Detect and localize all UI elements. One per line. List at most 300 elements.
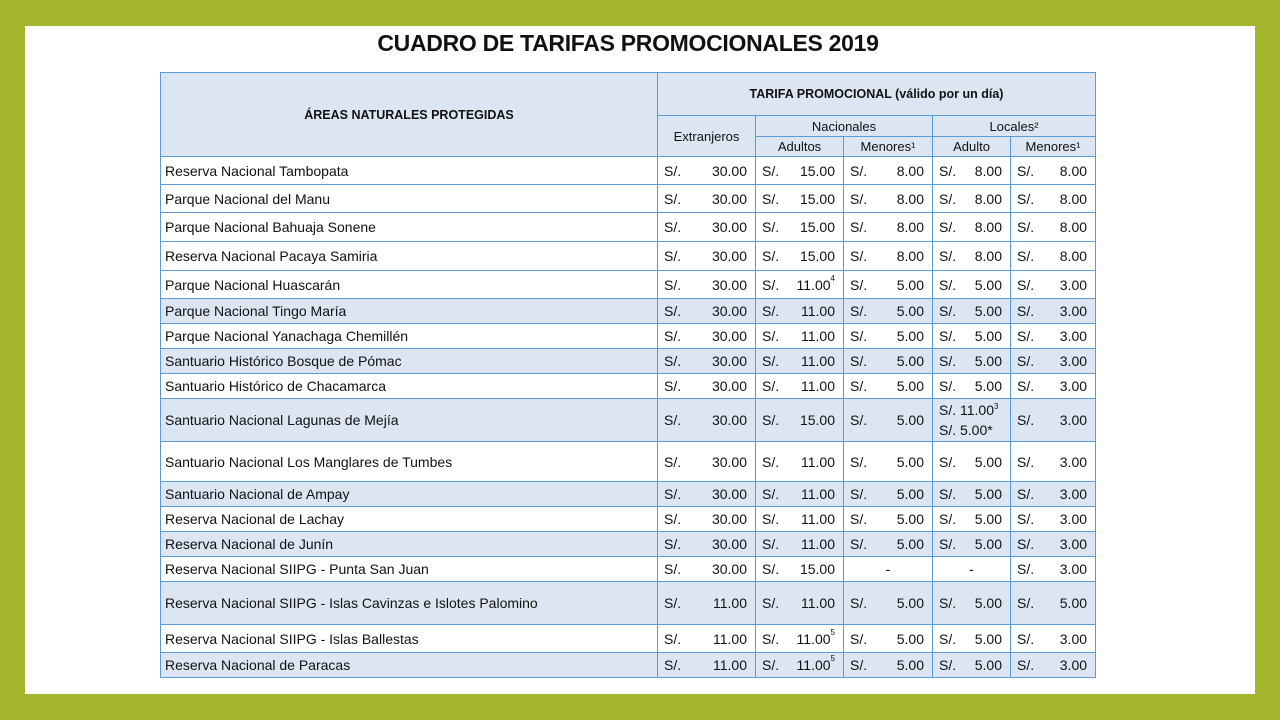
currency-symbol: S/. <box>664 276 682 293</box>
currency-symbol: S/. <box>850 595 868 611</box>
cell-nacionales-adultos <box>756 582 844 625</box>
currency-symbol: S/. <box>850 328 868 344</box>
cell-extranjeros <box>658 442 756 482</box>
amount: 3.00 <box>1059 486 1088 502</box>
header-extranjeros: Extranjeros <box>658 116 756 157</box>
amount: 11.00$^5$ <box>796 627 835 647</box>
amount: 11.00 <box>801 328 835 344</box>
cell-locales-adulto <box>933 482 1011 507</box>
amount: S/. 5.00* <box>939 422 993 438</box>
amount: 3.00 <box>1059 328 1088 344</box>
currency-symbol: S/. <box>664 219 682 235</box>
amount: 30.00 <box>711 328 747 344</box>
cell-locales-adulto <box>933 185 1011 213</box>
cell-nacionales-adultos <box>756 324 844 349</box>
cell-extranjeros <box>658 482 756 507</box>
cell-locales-menores <box>1011 185 1096 213</box>
currency-symbol: S/. <box>1017 630 1035 647</box>
currency-symbol: S/. <box>1017 657 1035 673</box>
table-row <box>161 157 1096 185</box>
currency-symbol: S/. <box>762 536 780 552</box>
area-name: Parque Nacional Bahuaja Sonene <box>161 213 658 242</box>
cell-nacionales-adultos <box>756 653 844 678</box>
currency-symbol: S/. <box>664 328 682 344</box>
amount: 8.00 <box>1059 162 1088 179</box>
currency-symbol: S/. <box>850 453 868 470</box>
amount: 8.00 <box>896 248 924 264</box>
amount: 5.00 <box>974 536 1002 552</box>
cell-nacionales-adultos <box>756 185 844 213</box>
cell-extranjeros <box>658 625 756 653</box>
currency-symbol: S/. <box>939 248 957 264</box>
amount: 5.00 <box>1059 595 1088 611</box>
cell-extranjeros <box>658 185 756 213</box>
currency-symbol: S/. <box>1017 595 1035 611</box>
cell-nacionales-adultos <box>756 557 844 582</box>
cell-locales-adulto <box>933 442 1011 482</box>
amount: 15.00 <box>799 219 835 235</box>
area-name: Reserva Nacional de Lachay <box>161 507 658 532</box>
currency-symbol: S/. <box>1017 412 1035 428</box>
amount: 5.00 <box>974 353 1002 369</box>
currency-symbol: S/. <box>939 190 957 207</box>
header-tarifa-promocional: TARIFA PROMOCIONAL (válido por un día) <box>658 73 1096 116</box>
amount: 30.00 <box>711 486 747 502</box>
currency-symbol: S/. <box>664 353 682 369</box>
cell-locales-menores <box>1011 557 1096 582</box>
table-row <box>161 582 1096 625</box>
amount: 5.00 <box>896 353 924 369</box>
amount: 30.00 <box>711 561 747 577</box>
amount: 3.00 <box>1059 303 1088 319</box>
area-name: Reserva Nacional de Paracas <box>161 653 658 678</box>
amount: 11.00 <box>801 378 835 394</box>
cell-locales-adulto <box>933 507 1011 532</box>
table-row <box>161 374 1096 399</box>
amount: 5.00 <box>896 536 924 552</box>
currency-symbol: S/. <box>850 378 868 394</box>
currency-symbol: S/. <box>1017 303 1035 319</box>
cell-locales-adulto <box>933 213 1011 242</box>
area-name: Parque Nacional Huascarán <box>161 271 658 299</box>
amount: 5.00 <box>896 511 924 527</box>
currency-symbol: S/. <box>850 219 868 235</box>
cell-nacionales-menores <box>844 507 933 532</box>
cell-extranjeros <box>658 324 756 349</box>
amount: 5.00 <box>974 453 1002 470</box>
cell-locales-adulto <box>933 653 1011 678</box>
cell-nacionales-menores <box>844 242 933 271</box>
amount: 11.00 <box>801 536 835 552</box>
currency-symbol: S/. <box>1017 353 1035 369</box>
currency-symbol: S/. <box>850 276 868 293</box>
currency-symbol: S/. <box>939 511 957 527</box>
amount: 5.00 <box>974 511 1002 527</box>
area-name: Reserva Nacional de Junín <box>161 532 658 557</box>
currency-symbol: S/. <box>664 511 682 527</box>
amount: 3.00 <box>1059 453 1088 470</box>
currency-symbol: S/. <box>939 657 957 673</box>
currency-symbol: S/. <box>939 303 957 319</box>
currency-symbol: S/. <box>939 536 957 552</box>
amount: 8.00 <box>896 190 924 207</box>
amount: 15.00 <box>799 190 835 207</box>
cell-locales-menores <box>1011 271 1096 299</box>
amount: 30.00 <box>711 303 747 319</box>
footnote-marker: 3 <box>994 402 999 411</box>
cell-locales-adulto <box>933 324 1011 349</box>
table-row <box>161 213 1096 242</box>
currency-symbol: S/. <box>850 486 868 502</box>
currency-symbol: S/. <box>1017 248 1035 264</box>
amount: 30.00 <box>711 536 747 552</box>
amount: 11.00 <box>801 353 835 369</box>
amount: 15.00 <box>799 162 835 179</box>
currency-symbol: S/. <box>1017 190 1035 207</box>
currency-symbol: S/. <box>850 657 868 673</box>
currency-symbol: S/. <box>762 453 780 470</box>
cell-nacionales-adultos <box>756 271 844 299</box>
amount: 3.00 <box>1059 630 1088 647</box>
currency-symbol: S/. <box>850 162 868 179</box>
currency-symbol: S/. <box>762 511 780 527</box>
table-row <box>161 625 1096 653</box>
amount: 5.00 <box>896 453 924 470</box>
amount: 11.00$^4$ <box>796 273 835 293</box>
amount: 30.00 <box>711 190 747 207</box>
footnote-marker: 4 <box>830 273 835 283</box>
cell-extranjeros <box>658 213 756 242</box>
amount: 5.00 <box>896 595 924 611</box>
currency-symbol: S/. <box>850 630 868 647</box>
currency-symbol: S/. <box>1017 486 1035 502</box>
currency-symbol: S/. <box>664 190 682 207</box>
table-row <box>161 482 1096 507</box>
cell-locales-adulto <box>933 242 1011 271</box>
area-name: Santuario Nacional Los Manglares de Tumbes <box>161 442 658 482</box>
amount: 5.00 <box>896 276 924 293</box>
cell-nacionales-adultos <box>756 507 844 532</box>
currency-symbol: S/. <box>850 511 868 527</box>
amount: 5.00 <box>896 378 924 394</box>
cell-nacionales-menores <box>844 185 933 213</box>
amount: 5.00 <box>974 303 1002 319</box>
amount: 30.00 <box>711 248 747 264</box>
amount: 5.00 <box>974 630 1002 647</box>
cell-nacionales-menores <box>844 582 933 625</box>
currency-symbol: S/. <box>664 561 682 577</box>
table-row <box>161 653 1096 678</box>
amount: 3.00 <box>1059 378 1088 394</box>
cell-extranjeros <box>658 157 756 185</box>
amount: 11.00 <box>713 630 747 647</box>
amount: 30.00 <box>711 511 747 527</box>
cell-locales-menores <box>1011 157 1096 185</box>
cell-nacionales-menores <box>844 299 933 324</box>
amount: 11.00 <box>801 511 835 527</box>
table-row <box>161 349 1096 374</box>
currency-symbol: S/. <box>850 412 868 428</box>
amount: 8.00 <box>1059 219 1088 235</box>
amount: 8.00 <box>974 248 1002 264</box>
amount: 3.00 <box>1059 276 1088 293</box>
currency-symbol: S/. <box>762 657 780 673</box>
amount: 11.00 <box>801 595 835 611</box>
table-row <box>161 532 1096 557</box>
cell-nacionales-adultos <box>756 625 844 653</box>
currency-symbol: S/. <box>939 162 957 179</box>
cell-locales-menores <box>1011 399 1096 442</box>
currency-symbol: S/. <box>1017 536 1035 552</box>
cell-nacionales-menores <box>844 653 933 678</box>
area-name: Santuario Nacional Lagunas de Mejía <box>161 399 658 442</box>
cell-locales-adulto: - <box>933 557 1011 582</box>
cell-nacionales-menores: - <box>844 557 933 582</box>
amount: 11.00 <box>713 595 747 611</box>
currency-symbol: S/. <box>664 536 682 552</box>
amount: 11.00 <box>713 657 747 673</box>
amount: 8.00 <box>896 162 924 179</box>
amount: 30.00 <box>711 162 747 179</box>
currency-symbol: S/. <box>939 630 957 647</box>
amount: 5.00 <box>896 328 924 344</box>
currency-symbol: S/. <box>939 219 957 235</box>
amount: 30.00 <box>711 353 747 369</box>
currency-symbol: S/. <box>664 412 682 428</box>
amount: 11.00 <box>801 303 835 319</box>
amount: 8.00 <box>896 219 924 235</box>
cell-extranjeros <box>658 299 756 324</box>
area-name: Reserva Nacional Tambopata <box>161 157 658 185</box>
currency-symbol: S/. <box>939 353 957 369</box>
cell-locales-adulto <box>933 349 1011 374</box>
amount: 15.00 <box>799 412 835 428</box>
amount: 15.00 <box>799 561 835 577</box>
currency-symbol: S/. <box>850 536 868 552</box>
cell-locales-menores <box>1011 582 1096 625</box>
table-row <box>161 185 1096 213</box>
amount: S/. 11.00$^3$ <box>939 402 999 418</box>
currency-symbol: S/. <box>762 412 780 428</box>
cell-nacionales-adultos <box>756 482 844 507</box>
currency-symbol: S/. <box>1017 561 1035 577</box>
currency-symbol: S/. <box>664 657 682 673</box>
cell-locales-menores <box>1011 374 1096 399</box>
cell-locales-menores <box>1011 442 1096 482</box>
cell-nacionales-menores <box>844 213 933 242</box>
cell-nacionales-menores <box>844 399 933 442</box>
cell-nacionales-menores <box>844 625 933 653</box>
header-locales: Locales² <box>933 116 1096 137</box>
cell-extranjeros <box>658 582 756 625</box>
amount: 8.00 <box>974 219 1002 235</box>
area-name: Santuario Histórico Bosque de Pómac <box>161 349 658 374</box>
amount: 5.00 <box>896 657 924 673</box>
currency-symbol: S/. <box>1017 162 1035 179</box>
currency-symbol: S/. <box>1017 276 1035 293</box>
currency-symbol: S/. <box>939 276 957 293</box>
amount: 5.00 <box>974 657 1002 673</box>
cell-nacionales-adultos <box>756 213 844 242</box>
cell-nacionales-menores <box>844 349 933 374</box>
area-name: Parque Nacional Tingo María <box>161 299 658 324</box>
footnote-marker: 5 <box>830 654 835 663</box>
cell-extranjeros <box>658 557 756 582</box>
currency-symbol: S/. <box>664 378 682 394</box>
tarifas-table <box>160 72 1096 678</box>
currency-symbol: S/. <box>762 248 780 264</box>
cell-locales-adulto <box>933 582 1011 625</box>
amount: 11.00$^5$ <box>796 654 835 673</box>
header-nacionales-adultos: Adultos <box>756 137 844 157</box>
area-name: Parque Nacional Yanachaga Chemillén <box>161 324 658 349</box>
amount: 3.00 <box>1059 353 1088 369</box>
cell-locales-menores <box>1011 242 1096 271</box>
currency-symbol: S/. <box>762 486 780 502</box>
currency-symbol: S/. <box>762 303 780 319</box>
header-areas: ÁREAS NATURALES PROTEGIDAS <box>161 73 658 157</box>
cell-nacionales-menores <box>844 482 933 507</box>
page-title: CUADRO DE TARIFAS PROMOCIONALES 2019 <box>377 30 879 56</box>
amount: 3.00 <box>1059 536 1088 552</box>
amount: 30.00 <box>711 378 747 394</box>
cell-locales-adulto <box>933 157 1011 185</box>
currency-symbol: S/. <box>762 162 780 179</box>
header-nacionales: Nacionales <box>756 116 933 137</box>
cell-extranjeros <box>658 532 756 557</box>
table-row <box>161 242 1096 271</box>
amount: 8.00 <box>1059 190 1088 207</box>
currency-symbol: S/. <box>762 276 780 293</box>
amount: 3.00 <box>1059 657 1088 673</box>
currency-symbol: S/. <box>850 190 868 207</box>
currency-symbol: S/. <box>664 303 682 319</box>
area-name: Reserva Nacional SIIPG - Islas Cavinzas e Islotes Palomino <box>161 582 658 625</box>
currency-symbol: S/. <box>939 486 957 502</box>
cell-nacionales-menores <box>844 442 933 482</box>
cell-locales-menores <box>1011 213 1096 242</box>
cell-locales-menores <box>1011 482 1096 507</box>
amount: 15.00 <box>799 248 835 264</box>
amount: 30.00 <box>711 276 747 293</box>
amount: 11.00 <box>801 453 835 470</box>
currency-symbol: S/. <box>1017 378 1035 394</box>
cell-nacionales-menores <box>844 271 933 299</box>
amount: 8.00 <box>974 190 1002 207</box>
amount: 5.00 <box>974 378 1002 394</box>
currency-symbol: S/. <box>762 561 780 577</box>
footnote-marker: 5 <box>830 627 835 637</box>
cell-extranjeros <box>658 271 756 299</box>
table-row <box>161 507 1096 532</box>
currency-symbol: S/. <box>762 595 780 611</box>
table-row <box>161 557 1096 582</box>
amount: 5.00 <box>974 595 1002 611</box>
currency-symbol: S/. <box>939 595 957 611</box>
currency-symbol: S/. <box>762 630 780 647</box>
cell-nacionales-adultos <box>756 299 844 324</box>
cell-extranjeros <box>658 242 756 271</box>
table-row <box>161 271 1096 299</box>
amount: 5.00 <box>896 630 924 647</box>
cell-extranjeros <box>658 653 756 678</box>
cell-nacionales-adultos <box>756 399 844 442</box>
amount: 5.00 <box>896 412 924 428</box>
currency-symbol: S/. <box>1017 219 1035 235</box>
cell-locales-menores <box>1011 625 1096 653</box>
area-name: Parque Nacional del Manu <box>161 185 658 213</box>
cell-nacionales-menores <box>844 324 933 349</box>
currency-symbol: S/. <box>762 353 780 369</box>
currency-symbol: S/. <box>939 378 957 394</box>
amount: 5.00 <box>896 486 924 502</box>
cell-extranjeros <box>658 374 756 399</box>
table-row <box>161 299 1096 324</box>
currency-symbol: S/. <box>762 219 780 235</box>
table-row <box>161 324 1096 349</box>
cell-locales-adulto <box>933 399 1011 442</box>
cell-nacionales-adultos <box>756 157 844 185</box>
table-row <box>161 442 1096 482</box>
amount: 5.00 <box>974 328 1002 344</box>
cell-locales-adulto <box>933 299 1011 324</box>
area-name: Santuario Histórico de Chacamarca <box>161 374 658 399</box>
amount: 3.00 <box>1059 561 1088 577</box>
cell-locales-adulto <box>933 271 1011 299</box>
area-name: Santuario Nacional de Ampay <box>161 482 658 507</box>
amount: 3.00 <box>1059 511 1088 527</box>
header-nacionales-menores: Menores¹ <box>844 137 933 157</box>
currency-symbol: S/. <box>1017 328 1035 344</box>
cell-nacionales-adultos <box>756 242 844 271</box>
area-name: Reserva Nacional SIIPG - Islas Ballestas <box>161 625 658 653</box>
cell-extranjeros <box>658 349 756 374</box>
cell-locales-menores <box>1011 324 1096 349</box>
cell-locales-menores <box>1011 653 1096 678</box>
currency-symbol: S/. <box>1017 511 1035 527</box>
cell-locales-adulto <box>933 374 1011 399</box>
currency-symbol: S/. <box>762 378 780 394</box>
header-locales-adulto: Adulto <box>933 137 1011 157</box>
amount: 5.00 <box>974 276 1002 293</box>
currency-symbol: S/. <box>664 162 682 179</box>
area-name: Reserva Nacional SIIPG - Punta San Juan <box>161 557 658 582</box>
currency-symbol: S/. <box>1017 453 1035 470</box>
cell-locales-menores <box>1011 349 1096 374</box>
currency-symbol: S/. <box>664 595 682 611</box>
currency-symbol: S/. <box>762 190 780 207</box>
cell-extranjeros <box>658 399 756 442</box>
currency-symbol: S/. <box>850 248 868 264</box>
currency-symbol: S/. <box>850 303 868 319</box>
amount: 11.00 <box>801 486 835 502</box>
currency-symbol: S/. <box>664 486 682 502</box>
area-name: Reserva Nacional Pacaya Samiria <box>161 242 658 271</box>
cell-extranjeros <box>658 507 756 532</box>
currency-symbol: S/. <box>850 353 868 369</box>
amount: 30.00 <box>711 412 747 428</box>
cell-locales-adulto <box>933 532 1011 557</box>
currency-symbol: S/. <box>939 328 957 344</box>
header-locales-menores: Menores¹ <box>1011 137 1096 157</box>
amount: 5.00 <box>896 303 924 319</box>
cell-nacionales-adultos <box>756 349 844 374</box>
cell-locales-adulto <box>933 625 1011 653</box>
amount: 30.00 <box>711 219 747 235</box>
amount: 8.00 <box>974 162 1002 179</box>
currency-symbol: S/. <box>762 328 780 344</box>
cell-nacionales-menores <box>844 157 933 185</box>
